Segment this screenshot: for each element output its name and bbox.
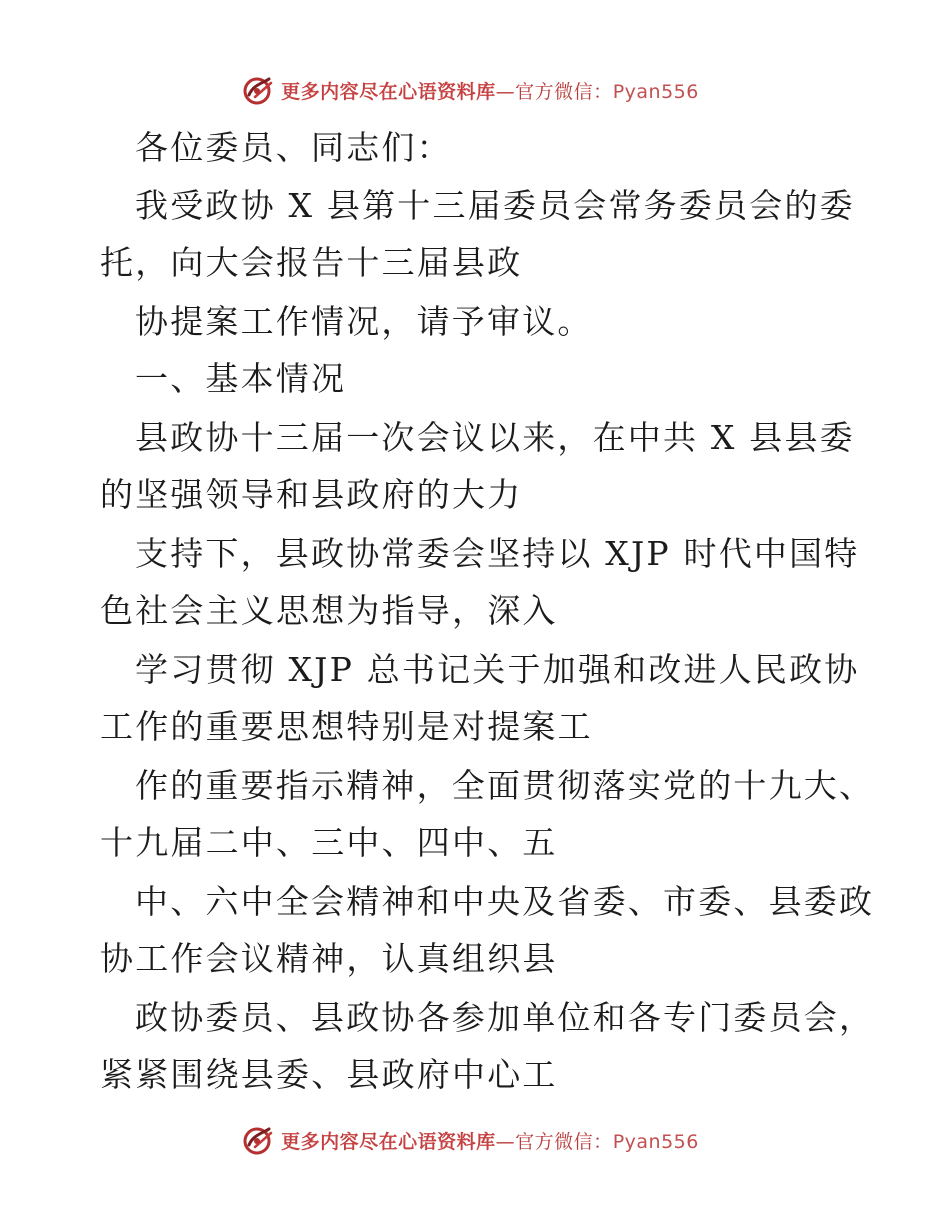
paragraph-line: 的坚强领导和县政府的大力 <box>100 475 523 514</box>
banner-brand-text: 更多内容尽在心语资料库 <box>281 1130 496 1153</box>
paragraph-line: 托，向大会报告十三届县政 <box>100 243 523 282</box>
paragraph-line: 支持下，县政协常委会坚持以 XJP 时代中国特 <box>135 534 860 573</box>
paragraph-line: 工作的重要思想特别是对提案工 <box>100 707 593 746</box>
banner-official-label: 官方微信： <box>515 80 613 103</box>
header-banner <box>0 70 950 110</box>
banner-brand-text: 更多内容尽在心语资料库 <box>281 80 496 103</box>
paragraph-line: 学习贯彻 XJP 总书记关于加强和改进人民政协 <box>135 650 860 689</box>
header-banner-content <box>241 73 699 107</box>
paragraph-line: 我受政协 X 县第十三届委员会常务委员会的委 <box>135 186 855 225</box>
banner-text <box>281 77 699 104</box>
section-heading: 一、基本情况 <box>135 359 347 398</box>
banner-wechat-id: Pyan556 <box>612 80 699 103</box>
banner-wechat-id: Pyan556 <box>612 1130 699 1153</box>
paragraph-line: 协工作会议精神，认真组织县 <box>100 939 558 978</box>
banner-separator: — <box>495 80 516 103</box>
banner-official-label: 官方微信： <box>515 1130 613 1153</box>
salutation-line: 各位委员、同志们： <box>135 128 452 167</box>
footer-banner-content <box>241 1123 699 1157</box>
paragraph-line: 十九届二中、三中、四中、五 <box>100 823 558 862</box>
paragraph-line: 作的重要指示精神，全面贯彻落实党的十九大、 <box>135 766 875 805</box>
brand-logo-icon <box>241 73 275 107</box>
paragraph-line: 中、六中全会精神和中央及省委、市委、县委政 <box>135 882 875 921</box>
paragraph-line: 县政协十三届一次会议以来，在中共 X 县县委 <box>135 418 855 457</box>
footer-banner <box>0 1120 950 1160</box>
paragraph-line: 协提案工作情况，请予审议。 <box>135 302 593 341</box>
banner-separator: — <box>495 1130 516 1153</box>
paragraph-line: 色社会主义思想为指导，深入 <box>100 591 558 630</box>
banner-text <box>281 1127 699 1154</box>
brand-logo-icon <box>241 1123 275 1157</box>
paragraph-line: 紧紧围绕县委、县政府中心工 <box>100 1055 558 1094</box>
paragraph-line: 政协委员、县政协各参加单位和各专门委员会， <box>135 998 875 1037</box>
